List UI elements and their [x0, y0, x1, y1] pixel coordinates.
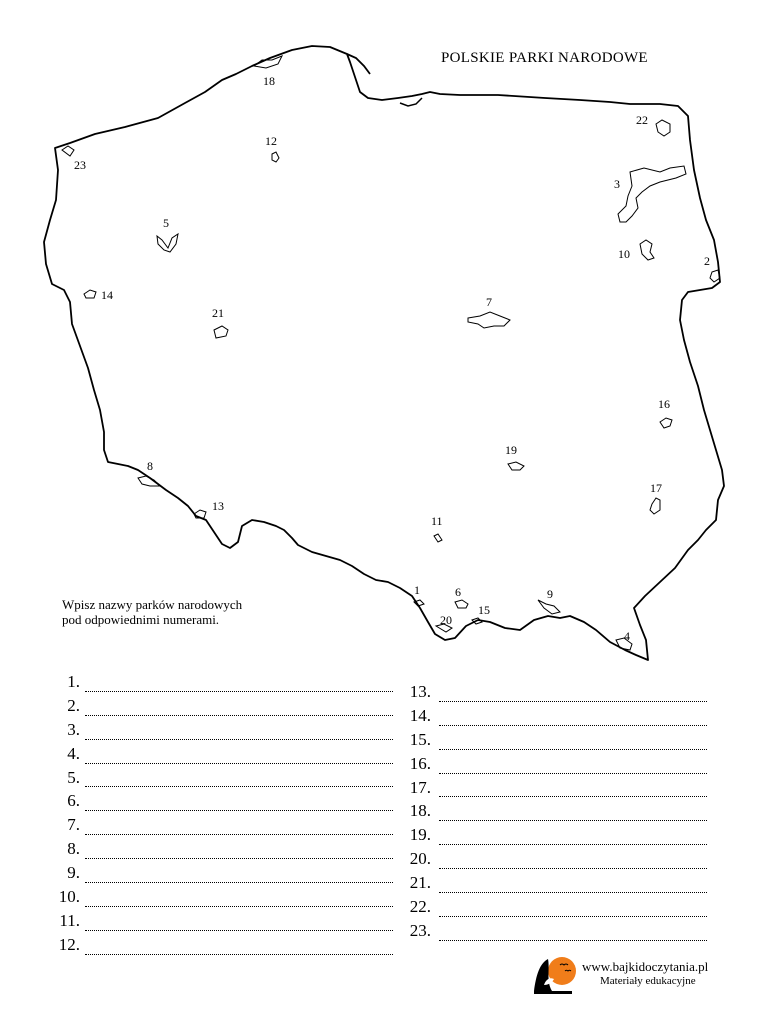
footer-url: www.bajkidoczytania.pl	[582, 959, 709, 974]
answer-blank-line[interactable]	[85, 691, 393, 692]
answer-number: 1.	[67, 672, 80, 691]
answer-blank-line[interactable]	[85, 930, 393, 931]
answer-row	[395, 706, 431, 730]
park-outline-10	[640, 240, 654, 260]
answer-blank-line[interactable]	[85, 786, 393, 787]
park-label-11: 11	[431, 514, 443, 528]
park-label-4: 4	[624, 629, 630, 643]
footer-branding	[532, 955, 768, 1005]
park-label-1: 1	[414, 583, 420, 597]
answer-row	[44, 720, 80, 744]
answer-row	[395, 825, 431, 849]
answer-number: 15.	[409, 729, 431, 749]
answer-number: 6.	[67, 791, 80, 811]
park-outline-6	[455, 600, 468, 608]
park-label-19: 19	[505, 443, 517, 457]
answer-row	[395, 730, 431, 754]
instruction-line-2: pod odpowiednimi numerami.	[62, 612, 220, 627]
answer-row	[44, 744, 80, 768]
answer-row	[395, 849, 431, 873]
answer-row	[44, 696, 80, 720]
park-label-7: 7	[486, 295, 492, 309]
park-outline-19	[508, 462, 524, 470]
answer-blank-line[interactable]	[439, 820, 707, 821]
park-outline-11	[434, 534, 442, 542]
park-label-6: 6	[455, 585, 461, 599]
answer-number: 22.	[409, 897, 431, 917]
answer-number: 14.	[409, 705, 431, 725]
park-label-21: 21	[212, 306, 224, 320]
park-label-15: 15	[478, 603, 490, 617]
answer-number: 19.	[409, 825, 431, 845]
park-label-13: 13	[212, 499, 224, 513]
park-outline-14	[84, 290, 96, 298]
answer-blank-line[interactable]	[439, 940, 707, 941]
answer-row	[395, 873, 431, 897]
answer-blank-line[interactable]	[439, 749, 707, 750]
answer-blank-line[interactable]	[439, 916, 707, 917]
answer-blank-line[interactable]	[439, 844, 707, 845]
answer-row	[44, 911, 80, 935]
answer-blank-line[interactable]	[85, 810, 393, 811]
park-label-20: 20	[440, 613, 452, 627]
park-outline-16	[660, 418, 672, 428]
park-outline-17	[650, 498, 660, 514]
answer-number: 16.	[409, 753, 431, 773]
answer-number: 7.	[67, 815, 80, 835]
answer-number: 5.	[67, 767, 80, 787]
answer-blank-line[interactable]	[439, 773, 707, 774]
park-label-16: 16	[658, 397, 670, 411]
park-label-12: 12	[265, 134, 277, 148]
answer-number: 9.	[67, 863, 80, 883]
answer-number: 2.	[67, 695, 80, 715]
page-title: POLSKIE PARKI NARODOWE	[441, 50, 648, 66]
answer-column-right	[395, 682, 431, 945]
answer-number: 17.	[409, 777, 431, 797]
answer-blank-line[interactable]	[439, 868, 707, 869]
instruction-line-1: Wpisz nazwy parków narodowych	[62, 597, 243, 612]
park-outline-12	[272, 152, 279, 162]
answer-row	[44, 672, 80, 696]
answer-number: 8.	[67, 839, 80, 859]
park-outline-23	[62, 146, 74, 156]
answer-row	[44, 863, 80, 887]
answer-number: 20.	[409, 849, 431, 869]
answer-row	[395, 682, 431, 706]
poland-border	[44, 46, 724, 660]
answer-blank-line[interactable]	[85, 858, 393, 859]
gulf-shore	[400, 98, 422, 106]
instruction-text	[62, 597, 242, 627]
park-label-22: 22	[636, 113, 648, 127]
answer-number: 18.	[409, 801, 431, 821]
answer-row	[44, 887, 80, 911]
park-outline-5	[157, 234, 178, 252]
answer-blank-line[interactable]	[85, 882, 393, 883]
park-label-14: 14	[101, 288, 113, 302]
answer-row	[44, 839, 80, 863]
park-label-9: 9	[547, 587, 553, 601]
answer-number: 13.	[409, 682, 431, 701]
answer-number: 4.	[67, 743, 80, 763]
answer-row	[395, 897, 431, 921]
park-label-23: 23	[74, 158, 86, 172]
answer-row	[395, 801, 431, 825]
park-label-8: 8	[147, 459, 153, 473]
answer-row	[44, 768, 80, 792]
answer-number: 12.	[58, 934, 80, 954]
park-outline-18	[254, 56, 282, 68]
answer-blank-line[interactable]	[439, 796, 707, 797]
logo-black-base	[534, 991, 572, 994]
answer-blank-line[interactable]	[85, 763, 393, 764]
bajki-logo-icon	[532, 955, 578, 995]
park-label-5: 5	[163, 216, 169, 230]
answer-blank-line[interactable]	[439, 701, 707, 702]
answer-blank-line[interactable]	[85, 715, 393, 716]
park-label-2: 2	[704, 254, 710, 268]
park-outline-8	[138, 476, 160, 486]
park-outline-22	[656, 120, 670, 136]
park-outline-9	[538, 600, 560, 614]
park-outline-21	[214, 326, 228, 338]
park-outline-7	[468, 312, 510, 328]
answer-blank-line[interactable]	[439, 892, 707, 893]
answer-row	[395, 778, 431, 802]
answer-number: 23.	[409, 920, 431, 940]
logo-bird-2	[565, 970, 571, 971]
answer-row	[44, 815, 80, 839]
answer-number: 11.	[59, 910, 80, 930]
answer-number: 10.	[58, 887, 80, 907]
park-label-18: 18	[263, 74, 275, 88]
answer-row	[395, 754, 431, 778]
answer-number: 21.	[409, 873, 431, 893]
footer-subtitle: Materiały edukacyjne	[600, 975, 696, 987]
answer-blank-line[interactable]	[439, 725, 707, 726]
park-label-10: 10	[618, 247, 630, 261]
answer-blank-line[interactable]	[85, 739, 393, 740]
answer-row	[44, 935, 80, 959]
answer-blank-line[interactable]	[85, 906, 393, 907]
answer-blank-line[interactable]	[85, 954, 393, 955]
answer-column-left	[44, 672, 80, 959]
park-label-3: 3	[614, 177, 620, 191]
answer-blank-line[interactable]	[85, 834, 393, 835]
park-outline-3	[618, 166, 686, 222]
answer-row	[395, 921, 431, 945]
answer-row	[44, 791, 80, 815]
answer-number: 3.	[67, 719, 80, 739]
park-label-17: 17	[650, 481, 662, 495]
